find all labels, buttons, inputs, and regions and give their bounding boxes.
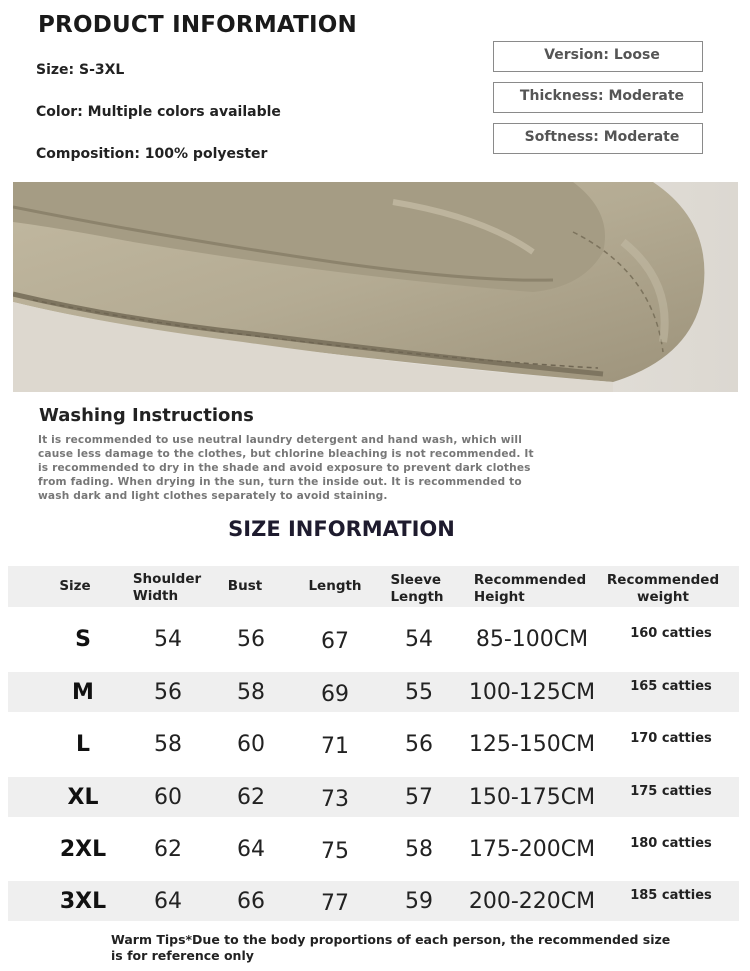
size-range-text: Size: S-3XL [36, 62, 125, 78]
cell-height: 175-200CM [468, 837, 596, 862]
header-height: Recommended Height [473, 572, 587, 605]
fabric-detail-photo [13, 182, 738, 392]
cell-shoulder: 64 [154, 889, 182, 914]
cell-length: 77 [321, 891, 349, 916]
washing-text: It is recommended to use neutral laundry detergent and hand wash, which will cause less damage to the clothes, but chlorine bleaching is not recommended. It is recommended to dry in the shade and avoid exposure to prevent dark clothes from fading. When drying in the sun, turn the inside out. It is recommended to wash dark and light clothes separately to avoid staining. [38, 434, 534, 502]
header-length: Length [308, 578, 362, 594]
warm-tips: Warm Tips*Due to the body proportions of each person, the recommended size is for reference only [111, 932, 671, 963]
softness-box: Softness: Moderate [493, 123, 703, 154]
size-table-header [8, 566, 739, 607]
cell-sleeve: 55 [405, 680, 433, 705]
cell-weight: 170 catties [630, 731, 712, 746]
cell-size: 2XL [59, 837, 107, 862]
cell-bust: 60 [237, 732, 265, 757]
cell-height: 200-220CM [468, 889, 596, 914]
cell-shoulder: 54 [154, 627, 182, 652]
table-row [8, 672, 739, 712]
cell-shoulder: 60 [154, 785, 182, 810]
cell-weight: 160 catties [630, 626, 712, 641]
cell-bust: 62 [237, 785, 265, 810]
cell-shoulder: 62 [154, 837, 182, 862]
cell-sleeve: 54 [405, 627, 433, 652]
composition-text: Composition: 100% polyester [36, 146, 268, 162]
cell-bust: 56 [237, 627, 265, 652]
cell-length: 73 [321, 787, 349, 812]
header-weight: Recommended weight [606, 572, 720, 605]
cell-size: L [75, 732, 91, 757]
thickness-box: Thickness: Moderate [493, 82, 703, 113]
table-row [8, 724, 739, 764]
table-row [8, 881, 739, 921]
cell-sleeve: 59 [405, 889, 433, 914]
cell-size: 3XL [59, 889, 107, 914]
cell-size: XL [67, 785, 99, 810]
cell-weight: 185 catties [630, 888, 712, 903]
header-bust: Bust [227, 578, 263, 594]
washing-title: Washing Instructions [39, 405, 254, 426]
cell-length: 75 [321, 839, 349, 864]
cell-height: 150-175CM [468, 785, 596, 810]
cell-bust: 64 [237, 837, 265, 862]
cell-sleeve: 58 [405, 837, 433, 862]
cell-sleeve: 57 [405, 785, 433, 810]
cell-length: 69 [321, 682, 349, 707]
cell-length: 71 [321, 734, 349, 759]
cell-weight: 180 catties [630, 836, 712, 851]
table-row [8, 619, 739, 659]
version-box: Version: Loose [493, 41, 703, 72]
cell-length: 67 [321, 629, 349, 654]
cell-size: M [72, 680, 94, 705]
cell-bust: 66 [237, 889, 265, 914]
table-row [8, 777, 739, 817]
cell-weight: 175 catties [630, 784, 712, 799]
cell-shoulder: 58 [154, 732, 182, 757]
color-text: Color: Multiple colors available [36, 104, 281, 120]
header-sleeve: Sleeve Length [390, 572, 444, 605]
cell-shoulder: 56 [154, 680, 182, 705]
table-row [8, 829, 739, 869]
cell-bust: 58 [237, 680, 265, 705]
cell-size: S [75, 627, 91, 652]
header-shoulder: Shoulder Width [132, 571, 202, 604]
cell-height: 100-125CM [468, 680, 596, 705]
cell-weight: 165 catties [630, 679, 712, 694]
cell-height: 125-150CM [468, 732, 596, 757]
cell-sleeve: 56 [405, 732, 433, 757]
size-info-title: SIZE INFORMATION [228, 517, 455, 541]
product-info-title: PRODUCT INFORMATION [38, 12, 357, 38]
cell-height: 85-100CM [475, 627, 589, 652]
header-size: Size [59, 578, 91, 594]
